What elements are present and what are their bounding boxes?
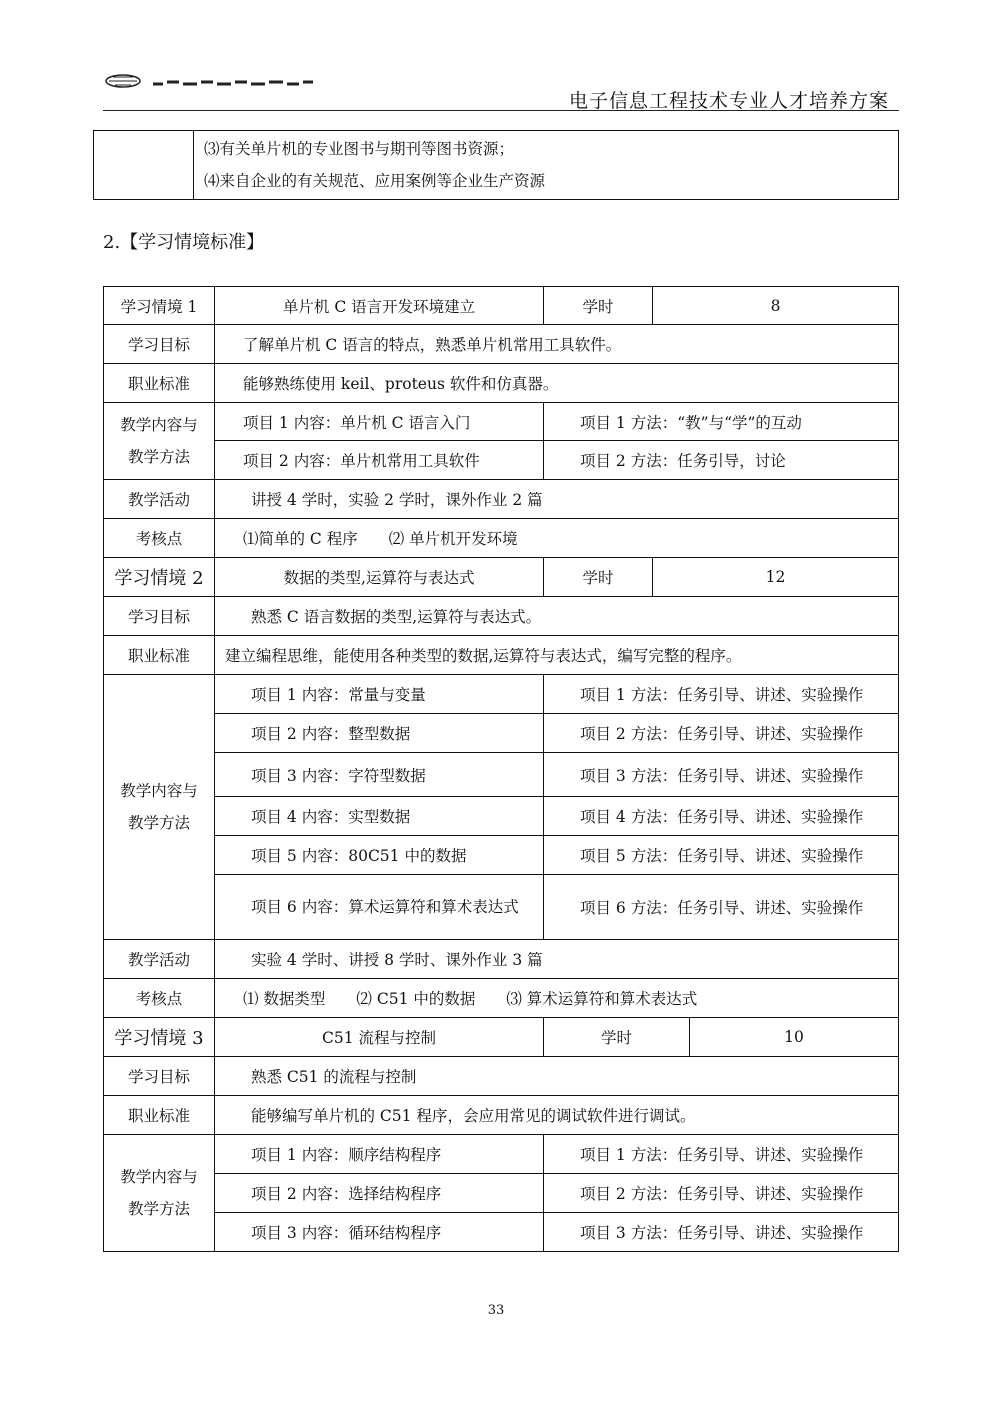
item-content: 项目 1 内容：顺序结构程序 <box>215 1135 544 1174</box>
item-content: 项目 3 内容：循环结构程序 <box>215 1213 544 1252</box>
hours-value: 8 <box>653 287 899 325</box>
item-method: 项目 1 方法：任务引导、讲述、实验操作 <box>544 1135 899 1174</box>
page-number: 33 <box>487 1303 505 1318</box>
section-title: 2.【学习情境标准】 <box>103 232 265 253</box>
goal-label: 学习目标 <box>104 1057 215 1096</box>
situation-name: 学习情境 1 <box>104 287 215 325</box>
hours-label: 学时 <box>544 287 653 325</box>
hours-value: 12 <box>653 558 899 597</box>
item-content: 项目 5 内容：80C51 中的数据 <box>215 836 544 875</box>
item-method: 项目 1 方法：“教”与“学”的互动 <box>544 403 899 441</box>
item-method: 项目 2 方法：任务引导、讲述、实验操作 <box>544 714 899 753</box>
item-method: 项目 2 方法：任务引导、讲述、实验操作 <box>544 1174 899 1213</box>
goal-text: 熟悉 C51 的流程与控制 <box>215 1057 899 1096</box>
goal-text: 熟悉 C 语言数据的类型,运算符与表达式。 <box>215 597 899 636</box>
activity-label: 教学活动 <box>104 940 215 979</box>
resource-line: ⑷来自企业的有关规范、应用案例等企业生产资源 <box>204 172 546 190</box>
hours-label: 学时 <box>544 1018 690 1057</box>
goal-text: 了解单片机 C 语言的特点，熟悉单片机常用工具软件。 <box>215 325 899 364</box>
item-content: 项目 2 内容：整型数据 <box>215 714 544 753</box>
standard-text: 能够编写单片机的 C51 程序，会应用常见的调试软件进行调试。 <box>215 1096 899 1135</box>
content-method-label: 教学内容与教学方法 <box>104 403 215 480</box>
assessment-text: ⑴ 数据类型 ⑵ C51 中的数据 ⑶ 算术运算符和算术表达式 <box>215 979 899 1018</box>
goal-label: 学习目标 <box>104 325 215 364</box>
item-content: 项目 6 内容：算术运算符和算术表达式 <box>215 875 544 940</box>
standard-label: 职业标准 <box>104 1096 215 1135</box>
item-content: 项目 4 内容：实型数据 <box>215 797 544 836</box>
item-method: 项目 4 方法：任务引导、讲述、实验操作 <box>544 797 899 836</box>
page-header <box>103 70 899 111</box>
situation-name: 学习情境 3 <box>104 1018 215 1057</box>
situation-title: C51 流程与控制 <box>215 1018 544 1057</box>
resources-table <box>93 130 899 200</box>
assessment-label: 考核点 <box>104 979 215 1018</box>
school-logo <box>103 72 323 94</box>
content-method-label: 教学内容与教学方法 <box>104 1135 215 1252</box>
content-method-label: 教学内容与教学方法 <box>104 675 215 940</box>
activity-label: 教学活动 <box>104 480 215 519</box>
hours-value: 10 <box>690 1018 899 1057</box>
assessment-text: ⑴简单的 C 程序 ⑵ 单片机开发环境 <box>215 519 899 558</box>
standard-label: 职业标准 <box>104 364 215 403</box>
empty-cell <box>94 131 194 200</box>
situation-title: 单片机 C 语言开发环境建立 <box>215 287 544 325</box>
item-content: 项目 2 内容：选择结构程序 <box>215 1174 544 1213</box>
resource-line: ⑶有关单片机的专业图书与期刊等图书资源； <box>204 140 515 158</box>
activity-text: 讲授 4 学时，实验 2 学时，课外作业 2 篇 <box>215 480 899 519</box>
standard-text: 建立编程思维，能使用各种类型的数据,运算符与表达式，编写完整的程序。 <box>215 636 899 675</box>
item-method: 项目 3 方法：任务引导、讲述、实验操作 <box>544 753 899 797</box>
item-content: 项目 3 内容：字符型数据 <box>215 753 544 797</box>
learning-situation-table <box>103 286 899 1252</box>
item-content: 项目 1 内容：常量与变量 <box>215 675 544 714</box>
situation-title: 数据的类型,运算符与表达式 <box>215 558 544 597</box>
item-method: 项目 1 方法：任务引导、讲述、实验操作 <box>544 675 899 714</box>
resources-cell <box>194 131 899 200</box>
standard-text: 能够熟练使用 keil、proteus 软件和仿真器。 <box>215 364 899 403</box>
item-content: 项目 1 内容：单片机 C 语言入门 <box>215 403 544 441</box>
item-method: 项目 6 方法：任务引导、讲述、实验操作 <box>544 875 899 940</box>
goal-label: 学习目标 <box>104 597 215 636</box>
hours-label: 学时 <box>544 558 653 597</box>
activity-text: 实验 4 学时、讲授 8 学时、课外作业 3 篇 <box>215 940 899 979</box>
situation-name: 学习情境 2 <box>104 558 215 597</box>
standard-label: 职业标准 <box>104 636 215 675</box>
document-title: 电子信息工程技术专业人才培养方案 <box>568 90 889 112</box>
item-content: 项目 2 内容：单片机常用工具软件 <box>215 441 544 480</box>
assessment-label: 考核点 <box>104 519 215 558</box>
item-method: 项目 3 方法：任务引导、讲述、实验操作 <box>544 1213 899 1252</box>
item-method: 项目 5 方法：任务引导、讲述、实验操作 <box>544 836 899 875</box>
item-method: 项目 2 方法：任务引导，讨论 <box>544 441 899 480</box>
